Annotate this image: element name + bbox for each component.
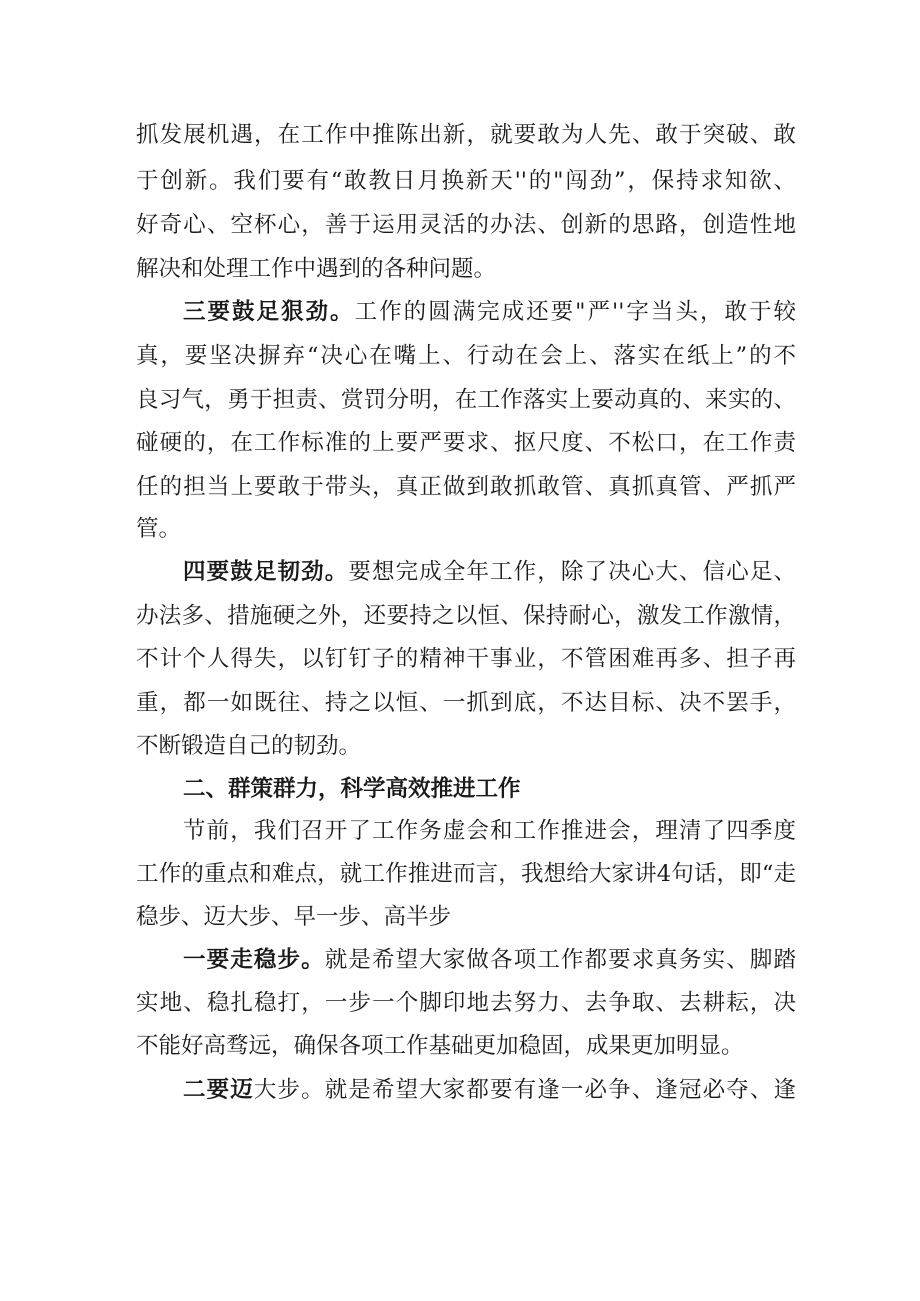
paragraph-3-line-2: 办法多、措施硬之外，还要持之以恒、保持耐心，激发工作激情， [136,603,796,629]
paragraph-5-heading: 一要走稳步。 [183,947,325,973]
paragraph-3-line-1 [183,557,796,587]
paragraph-5-line-1-text: 就是希望大家做各项工作都要求真务实、脚踏 [324,947,796,973]
paragraph-6-line-1 [183,1075,796,1105]
paragraph-3-line-4: 重，都一如既往、持之以恒、一抓到底，不达目标、决不罢手， [136,690,796,716]
paragraph-1-line-2: 于创新。我们要有“敢教日月换新天''的"闯劲”，保持求知欲、 [136,168,796,194]
paragraph-5-line-3: 不能好高骛远，确保各项工作基础更加稳固，成果更加明显。 [136,1033,744,1059]
paragraph-1-line-3: 好奇心、空杯心，善于运用灵活的办法、创新的思路，创造性地 [136,212,796,238]
paragraph-2-line-3: 良习气，勇于担责、赏罚分明，在工作落实上要动真的、来实的、 [136,387,796,413]
paragraph-5-line-1 [183,945,796,975]
paragraph-6-line-1-text: 大步。就是希望大家都要有逢一必争、逢冠必夺、逢 [253,1077,796,1103]
paragraph-2-line-2: 真，要坚决摒弃“决心在嘴上、行动在会上、落实在纸上”的不 [136,343,796,369]
paragraph-2-line-5: 任的担当上要敢于带头，真正做到敢抓敢管、真抓真管、严抓严 [136,474,796,500]
paragraph-3-line-1-text: 要想完成全年工作，除了决心大、信心足、 [348,559,796,585]
paragraph-1-line-4: 解决和处理工作中遇到的各种问题。 [136,256,497,282]
paragraph-5-line-2: 实地、稳扎稳打，一步一个脚印地去努力、去争取、去耕耘，决 [136,990,796,1016]
paragraph-4-line-3: 稳步、迈大步、早一步、高半步 [136,904,452,930]
paragraph-3-line-3: 不计个人得失，以钉钉子的精神干事业，不管困难再多、担子再 [136,646,796,672]
paragraph-4-line-1: 节前，我们召开了工作务虚会和工作推进会，理清了四季度 [183,818,796,844]
paragraph-2-line-4: 碰硬的，在工作标准的上要严要求、抠尺度、不松口，在工作责 [136,430,796,456]
paragraph-3-heading: 四要鼓足韧劲。 [183,559,349,585]
paragraph-2-line-6: 管。 [136,516,182,542]
section-heading [183,774,796,804]
paragraph-2-line-1-text: 工作的圆满完成还要"严''字当头，敢于较 [354,299,796,325]
paragraph-3-line-5: 不断锻造自己的韧劲。 [136,733,362,759]
paragraph-4-line-2: 工作的重点和难点，就工作推进而言，我想给大家讲4句话，即“走 [136,861,796,887]
paragraph-2-line-1 [183,297,796,327]
paragraph-1-line-1: 抓发展机遇，在工作中推陈出新，就要敢为人先、敢于突破、敢 [136,122,796,148]
paragraph-6-heading: 二要迈 [183,1077,254,1103]
section-heading-text: 二、群策群力，科学高效推进工作 [183,776,521,802]
paragraph-2-heading: 三要鼓足狠劲。 [183,299,355,325]
